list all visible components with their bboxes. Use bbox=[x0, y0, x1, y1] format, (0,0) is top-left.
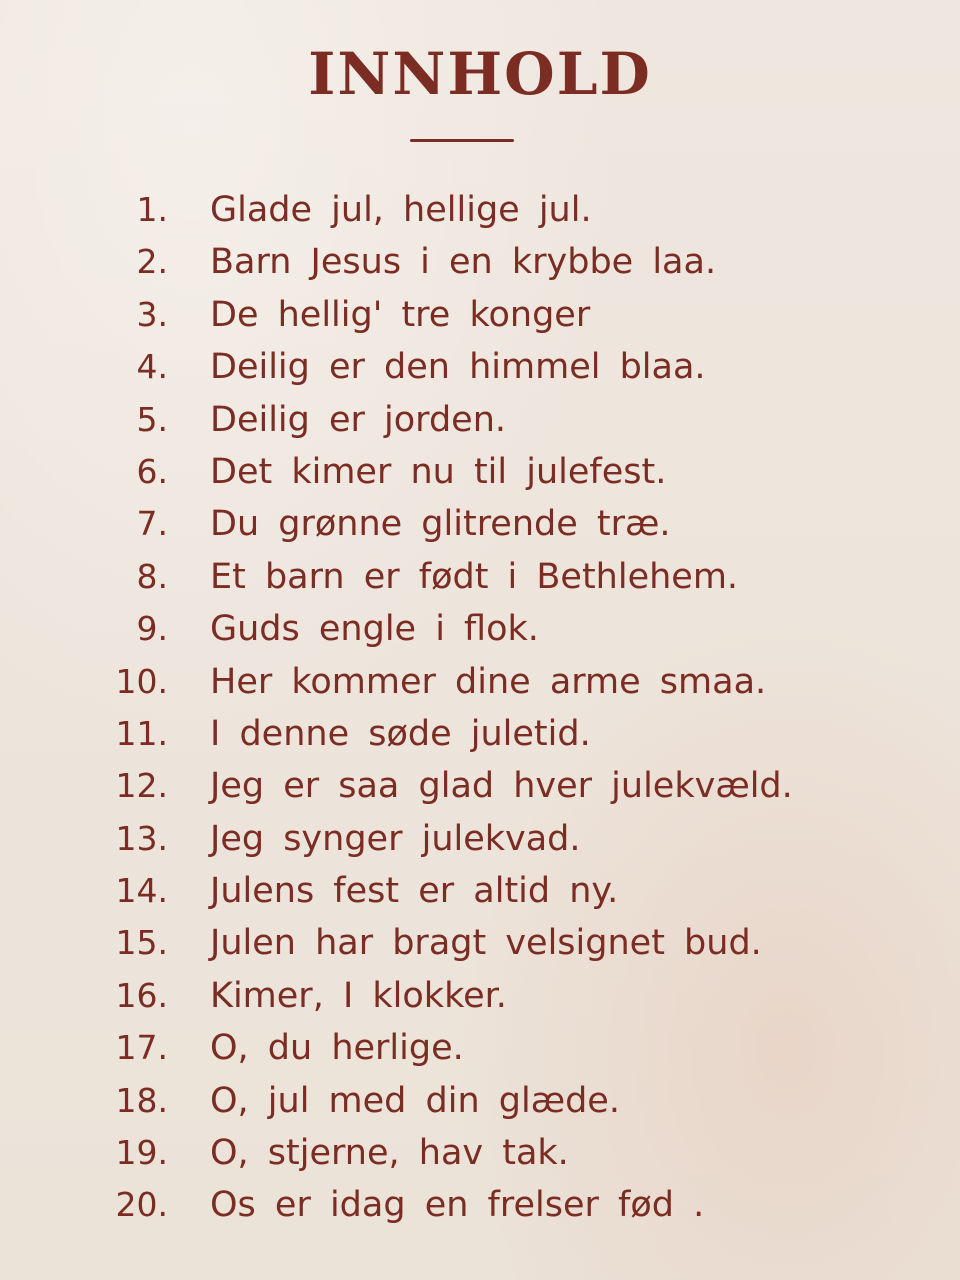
entry-number: 8. bbox=[136, 556, 168, 596]
toc-entry bbox=[0, 498, 960, 550]
entry-number: 10. bbox=[115, 661, 168, 701]
entry-title: Deilig er jorden. bbox=[210, 399, 507, 440]
toc-entry bbox=[0, 708, 960, 760]
entry-number: 4. bbox=[136, 347, 168, 387]
toc-entry bbox=[0, 184, 960, 236]
entry-title: Det kimer nu til julefest. bbox=[210, 451, 667, 492]
entry-number: 20. bbox=[115, 1185, 168, 1225]
entry-number: 3. bbox=[136, 294, 168, 334]
entry-number: 1. bbox=[136, 190, 168, 229]
entry-title: O, jul med din glæde. bbox=[210, 1080, 620, 1121]
toc-entry bbox=[0, 289, 960, 341]
entry-title: Kimer, I klokker. bbox=[210, 975, 507, 1016]
entry-number: 2. bbox=[136, 242, 168, 282]
table-of-contents bbox=[0, 184, 960, 1232]
title-divider bbox=[410, 139, 514, 142]
toc-entry bbox=[0, 865, 960, 917]
entry-number: 17. bbox=[115, 1028, 168, 1068]
entry-title: Du grønne glitrende træ. bbox=[210, 504, 671, 545]
entry-number: 19. bbox=[115, 1133, 168, 1173]
entry-title: O, du herlige. bbox=[210, 1028, 464, 1069]
entry-title: Deilig er den himmel blaa. bbox=[210, 347, 706, 388]
entry-number: 11. bbox=[115, 713, 168, 753]
toc-entry bbox=[0, 760, 960, 812]
entry-title: O, stjerne, hav tak. bbox=[210, 1133, 569, 1174]
entry-number: 12. bbox=[115, 766, 168, 806]
entry-number: 16. bbox=[115, 975, 168, 1015]
toc-entry bbox=[0, 656, 960, 708]
entry-number: 7. bbox=[136, 504, 168, 544]
entry-number: 5. bbox=[136, 399, 168, 439]
entry-title: De hellig' tre konger bbox=[210, 294, 591, 335]
entry-number: 18. bbox=[115, 1080, 168, 1120]
entry-number: 6. bbox=[136, 451, 168, 491]
toc-entry bbox=[0, 603, 960, 655]
toc-entry bbox=[0, 236, 960, 288]
toc-entry bbox=[0, 1075, 960, 1127]
entry-number: 9. bbox=[136, 609, 168, 649]
toc-entry bbox=[0, 970, 960, 1022]
entry-number: 13. bbox=[115, 818, 168, 858]
entry-title: Barn Jesus i en krybbe laa. bbox=[210, 242, 717, 283]
toc-entry bbox=[0, 1127, 960, 1179]
toc-entry bbox=[0, 341, 960, 393]
page-title: INNHOLD bbox=[308, 40, 652, 108]
entry-title: Et barn er født i Bethlehem. bbox=[210, 556, 739, 597]
entry-title: Jeg synger julekvad. bbox=[210, 818, 581, 859]
toc-entry bbox=[0, 446, 960, 498]
toc-entry bbox=[0, 1022, 960, 1074]
entry-number: 15. bbox=[115, 923, 168, 963]
entry-title: Jeg er saa glad hver julekvæld. bbox=[210, 766, 793, 807]
entry-title: Glade jul, hellige jul. bbox=[210, 190, 592, 230]
entry-title: Guds engle i flok. bbox=[210, 609, 539, 650]
entry-title: Os er idag en frelser fød . bbox=[210, 1185, 705, 1226]
entry-title: Julen har bragt velsignet bud. bbox=[210, 923, 762, 964]
entry-title: I denne søde juletid. bbox=[210, 713, 591, 754]
toc-entry bbox=[0, 917, 960, 969]
toc-entry bbox=[0, 813, 960, 865]
entry-title: Her kommer dine arme smaa. bbox=[210, 661, 767, 702]
toc-entry bbox=[0, 1179, 960, 1231]
toc-entry bbox=[0, 394, 960, 446]
toc-entry bbox=[0, 551, 960, 603]
entry-number: 14. bbox=[115, 871, 168, 911]
entry-title: Julens fest er altid ny. bbox=[210, 871, 619, 912]
